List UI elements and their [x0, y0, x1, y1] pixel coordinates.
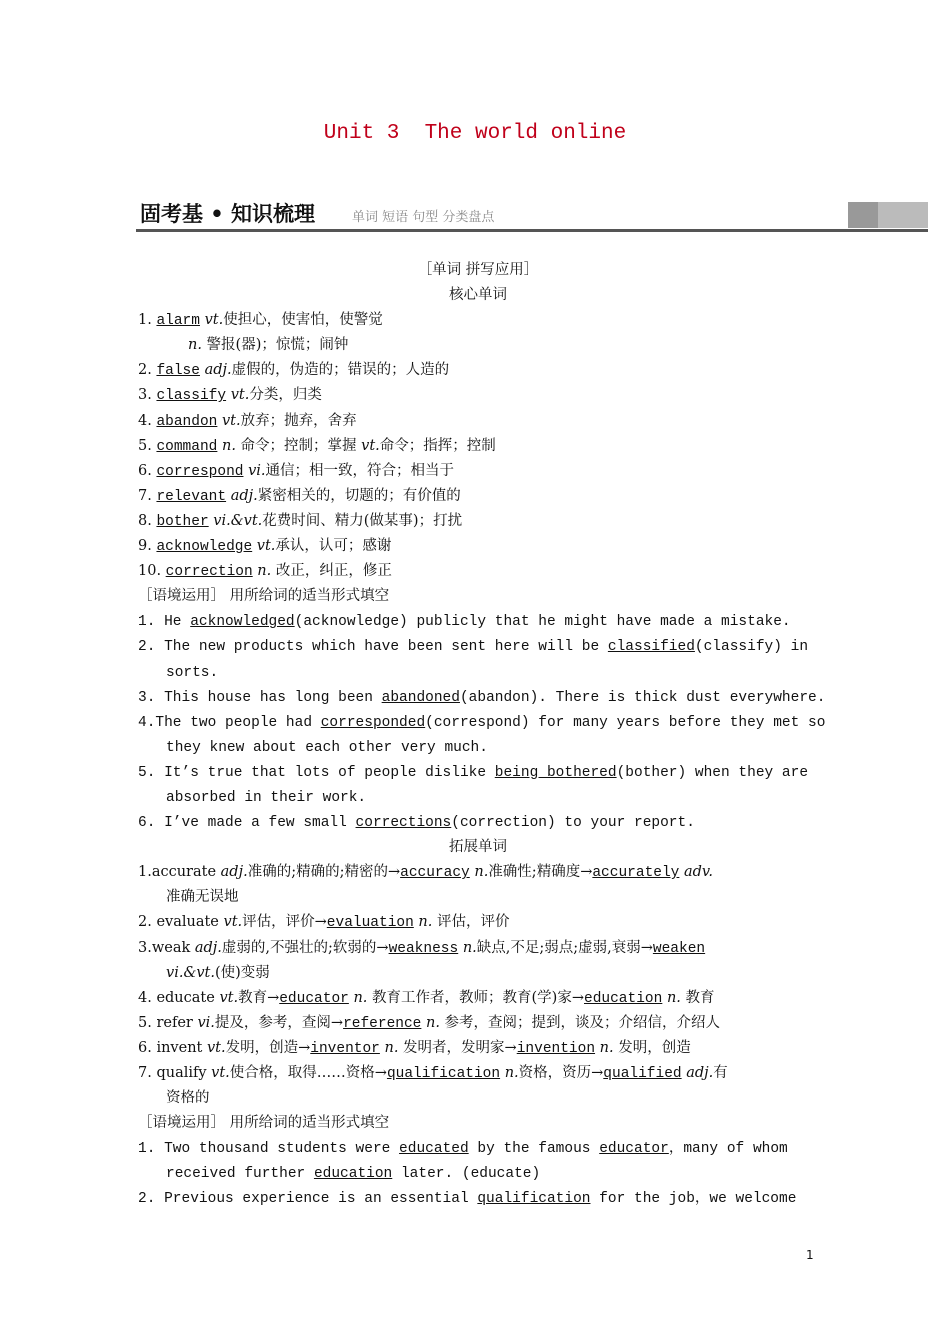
document-body [138, 258, 826, 1212]
text-line [138, 1136, 818, 1161]
text-fragment: 承认，认可；感谢 [275, 538, 392, 555]
text-fragment: (bother) when they are [616, 764, 809, 781]
answer-word: correction [165, 564, 253, 581]
text-fragment: adj. [220, 864, 248, 881]
text-line [138, 910, 818, 935]
answer-word: reference [343, 1015, 422, 1032]
text-line [138, 685, 826, 710]
text-line [138, 1111, 818, 1136]
answer-word: corresponded [320, 714, 426, 731]
text-fragment: 改正，纠正，修正 [271, 563, 392, 580]
text-fragment: 10. [138, 563, 166, 580]
text-fragment: vt. [230, 387, 250, 404]
text-fragment: ［语境运用］ 用所给词的适当形式填空 [138, 1115, 390, 1132]
answer-word: education [584, 990, 663, 1007]
text-line [138, 1061, 818, 1086]
text-fragment: n. [426, 1014, 440, 1031]
text-line [138, 459, 818, 484]
text-fragment: vt. [204, 312, 224, 329]
text-fragment: 通信；相一致，符合；相当于 [265, 462, 455, 479]
text-fragment: n. [221, 437, 236, 454]
text-fragment: 缺点,不足;弱点;虚弱,衰弱→ [476, 939, 653, 956]
answer-word: education [313, 1166, 393, 1183]
text-fragment: vt. [219, 989, 239, 1006]
answer-word: educator [279, 990, 349, 1007]
text-fragment: 教育 [680, 989, 715, 1006]
text-fragment: (使)变弱 [214, 964, 270, 981]
text-fragment: 参考，查阅；提到，谈及；介绍信，介绍人 [439, 1014, 721, 1031]
text-line [138, 810, 818, 835]
text-fragment: (acknowledge) publicly that he might have made a mistake. [294, 614, 791, 631]
text-fragment: 2. The new products which have been sent here will be [138, 639, 608, 656]
text-fragment: 准确无误地 [166, 889, 239, 906]
text-fragment: 教育→ [238, 989, 280, 1006]
text-fragment: 放弃；抛弃，舍弃 [240, 412, 357, 429]
text-fragment: 警报(器)；惊慌；闹钟 [201, 337, 349, 354]
text-fragment: 8. [138, 512, 157, 529]
answer-word: abandon [156, 413, 218, 430]
text-line [138, 308, 818, 333]
text-fragment: (classify) in [694, 639, 809, 656]
answer-word: correspond [156, 463, 244, 480]
text-fragment: 发明，创造→ [225, 1039, 311, 1056]
text-fragment: 评估，评价 [432, 914, 510, 931]
answer-word: classify [156, 388, 227, 405]
text-fragment: vt. [206, 1039, 226, 1056]
text-fragment: (correspond) for many years before they met so [425, 714, 826, 731]
text-fragment: 2. [138, 362, 157, 379]
text-fragment: 3.weak [138, 939, 195, 956]
section-banner [136, 198, 928, 232]
text-fragment: 有 [713, 1065, 728, 1081]
text-line [138, 484, 818, 509]
text-fragment: adj. [204, 362, 232, 379]
text-fragment: 1. Two thousand students were [138, 1141, 400, 1158]
text-line [138, 735, 818, 760]
text-line [138, 710, 826, 735]
text-fragment: 发明者，发明家→ [398, 1039, 517, 1056]
text-fragment: 4. [138, 412, 157, 429]
answer-word: educated [399, 1141, 469, 1158]
text-fragment: sorts. [166, 664, 219, 681]
text-fragment: received further [166, 1166, 314, 1183]
text-fragment: n. [474, 864, 489, 881]
text-fragment: 紧密相关的，切题的；有价值的 [257, 487, 461, 504]
text-fragment: ［语境运用］ 用所给词的适当形式填空 [138, 588, 390, 605]
text-fragment: n. [599, 1039, 614, 1056]
text-line [138, 534, 818, 559]
text-fragment: 使合格，取得……资格→ [229, 1065, 387, 1081]
text-fragment: 评估，评价→ [242, 914, 327, 931]
text-fragment: n. [188, 337, 202, 354]
answer-word: qualification [477, 1191, 591, 1208]
answer-word: command [156, 438, 218, 455]
text-line [138, 509, 818, 534]
banner-block-light [878, 202, 928, 228]
text-line [138, 333, 818, 358]
text-line [138, 986, 818, 1011]
text-fragment: 花费时间、精力(做某事)；打扰 [262, 512, 463, 529]
answer-word: qualified [603, 1066, 682, 1082]
answer-word: weaken [652, 940, 706, 957]
text-fragment: 命令；控制；掌握 [235, 437, 362, 454]
text-fragment: 3. This house has long been [138, 689, 382, 706]
text-fragment: 6. [138, 462, 157, 479]
text-fragment: n. [504, 1065, 519, 1081]
text-fragment: ［单词 拼写应用］ [417, 262, 539, 278]
text-fragment: vt. [221, 412, 241, 429]
text-fragment: adj. [194, 939, 222, 956]
text-fragment: 9. [138, 538, 157, 555]
answer-word: corrections [355, 815, 452, 832]
text-fragment: 核心单词 [449, 287, 507, 304]
answer-word: being bothered [494, 764, 617, 781]
text-fragment: 1.accurate [138, 864, 221, 881]
answer-word: weakness [388, 940, 459, 957]
text-fragment: vt. [223, 914, 243, 931]
answer-word: relevant [156, 488, 227, 505]
text-fragment: by the famous [468, 1141, 600, 1158]
banner-rule [136, 229, 928, 232]
text-fragment: 拓展单词 [449, 839, 507, 856]
text-fragment: vi.&vt. [213, 512, 263, 529]
text-fragment: 7. qualify [138, 1065, 212, 1081]
text-fragment: vi. [197, 1014, 215, 1031]
text-fragment: 1. He [138, 614, 191, 631]
text-fragment: 5. It’s true that lots of people dislike [138, 764, 495, 781]
answer-word: classified [607, 639, 695, 656]
text-fragment: 6. invent [138, 1039, 207, 1056]
banner-subtitle: 单词 短语 句型 分类盘点 [352, 210, 495, 225]
text-line [138, 409, 818, 434]
text-fragment: n. [257, 563, 272, 580]
answer-word: bother [156, 513, 209, 530]
text-fragment: n. [462, 939, 477, 956]
text-line [138, 785, 818, 810]
text-fragment: 5. [138, 437, 157, 454]
text-fragment: vt. [256, 538, 276, 555]
text-fragment: absorbed in their work. [166, 789, 367, 806]
text-fragment: 4.The two people had [138, 714, 321, 731]
text-line [138, 609, 818, 634]
text-fragment: 分类，归类 [249, 387, 322, 404]
answer-word: invention [516, 1040, 596, 1057]
text-fragment: 准确性;精确度→ [488, 864, 593, 881]
text-line [138, 1086, 818, 1111]
banner-block-dark [848, 202, 878, 228]
text-fragment: 3. [138, 387, 157, 404]
text-line [138, 383, 818, 408]
text-line [138, 835, 818, 860]
text-fragment: 1. [138, 312, 157, 329]
text-fragment: they knew about each other very much. [166, 739, 488, 756]
text-fragment: vi.&vt. [166, 964, 215, 981]
text-fragment: 准确的;精确的;精密的→ [247, 864, 401, 881]
text-fragment: 2. evaluate [138, 914, 224, 931]
answer-word: acknowledged [190, 614, 295, 631]
text-fragment: 资格的 [166, 1090, 210, 1107]
text-fragment: n. [666, 989, 681, 1006]
text-line [138, 1161, 818, 1186]
text-fragment: ，many of whom [668, 1141, 788, 1158]
banner-title: 固考基 • 知识梳理 [140, 202, 316, 226]
text-fragment: 发明，创造 [613, 1039, 691, 1056]
text-line [138, 1011, 818, 1036]
text-line [138, 634, 818, 659]
text-line [138, 559, 818, 584]
text-fragment: 命令；指挥；控制 [379, 437, 496, 454]
text-line [138, 358, 818, 383]
answer-word: qualification [386, 1066, 501, 1082]
text-fragment: n. [384, 1039, 399, 1056]
text-line [138, 660, 818, 685]
text-fragment: vt. [211, 1065, 230, 1081]
text-fragment: 6. I’ve made a few small [138, 815, 356, 832]
text-fragment: 使担心，使害怕，使警觉 [223, 312, 383, 329]
text-fragment: later. (educate) [392, 1166, 541, 1183]
text-line [138, 760, 818, 785]
text-line [138, 1186, 818, 1211]
text-fragment: vt. [361, 437, 380, 454]
text-line [138, 434, 818, 459]
text-fragment: 资格，资历→ [518, 1065, 604, 1081]
text-fragment: 4. educate [138, 989, 220, 1006]
text-fragment: 虚弱的,不强壮的;软弱的→ [221, 939, 389, 956]
text-fragment: (abandon). There is thick dust everywhere. [459, 689, 826, 706]
text-line [138, 283, 818, 308]
answer-word: accurately [592, 865, 680, 882]
text-fragment: adv. [683, 864, 713, 881]
answer-word: abandoned [381, 689, 460, 706]
text-fragment: n. [418, 914, 433, 931]
text-fragment: 5. refer [138, 1014, 198, 1031]
answer-word: acknowledge [156, 539, 253, 556]
text-fragment: for the job，we welcome [590, 1191, 797, 1208]
text-fragment: n. [353, 989, 368, 1006]
text-fragment: (correction) to your report. [451, 815, 695, 832]
text-fragment: 教育工作者，教师；教育(学)家→ [367, 989, 584, 1006]
text-fragment: vi. [248, 462, 266, 479]
text-line [138, 584, 818, 609]
page-number: 1 [806, 1248, 814, 1262]
text-fragment: adj. [230, 487, 258, 504]
text-fragment: 虚假的，伪造的；错误的；人造的 [231, 362, 450, 379]
text-line [138, 936, 818, 961]
text-fragment: 7. [138, 487, 157, 504]
text-line [138, 860, 818, 885]
answer-word: accuracy [400, 865, 470, 882]
text-line [138, 1036, 818, 1061]
page-title: Unit 3 The world online [323, 122, 627, 145]
text-line [138, 961, 818, 986]
text-line [138, 885, 818, 910]
text-fragment: 2. Previous experience is an essential [138, 1191, 478, 1208]
text-fragment: adj. [686, 1065, 714, 1081]
text-fragment: 提及，参考，查阅→ [214, 1014, 344, 1031]
answer-word: educator [599, 1141, 669, 1158]
text-line [138, 258, 818, 283]
answer-word: evaluation [326, 915, 414, 932]
answer-word: inventor [310, 1040, 380, 1057]
answer-word: false [156, 363, 200, 380]
answer-word: alarm [156, 313, 200, 330]
